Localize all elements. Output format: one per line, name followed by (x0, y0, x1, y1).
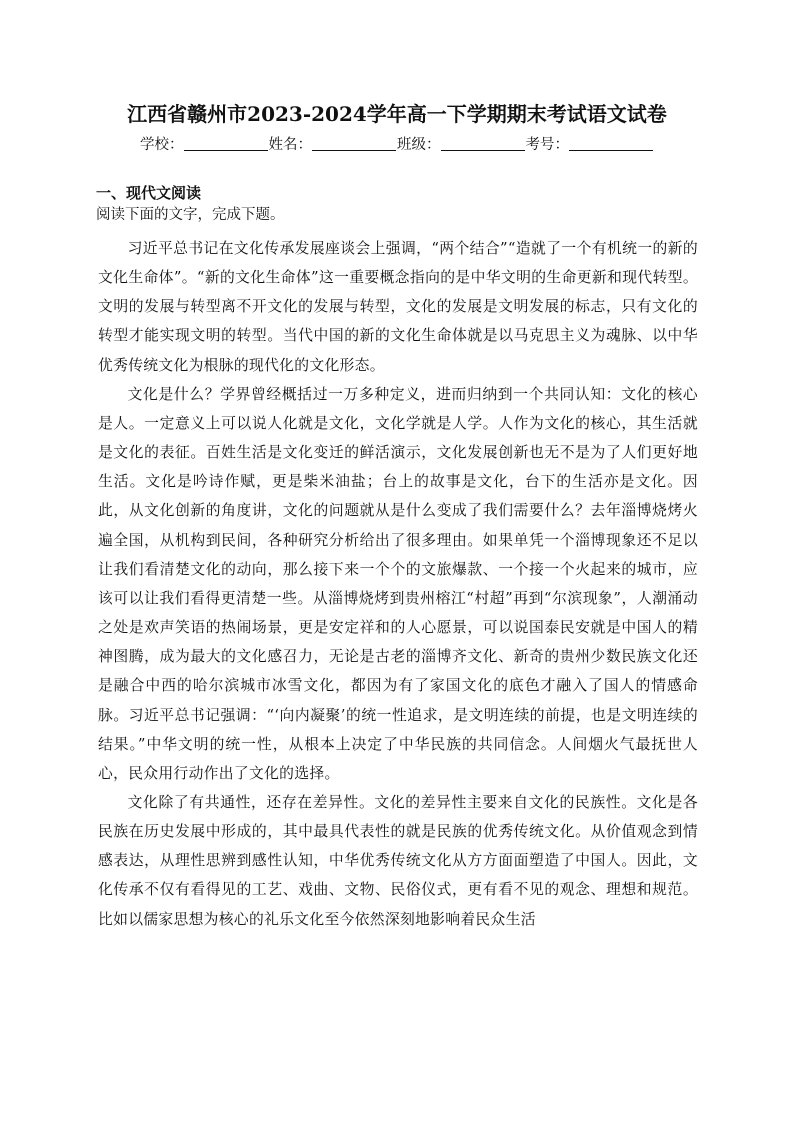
student-info-line (0, 134, 794, 156)
number-label: 考号： (525, 137, 569, 153)
number-blank[interactable] (569, 135, 653, 151)
school-blank[interactable] (184, 135, 268, 151)
class-blank[interactable] (441, 135, 525, 151)
name-blank[interactable] (312, 135, 396, 151)
reading-passage (98, 234, 698, 934)
passage-paragraph-2: 文化是什么？学界曾经概括过一万多种定义，进而归纳到一个共同认知：文化的核心是人。一定意义上可以说人化就是文化，文化学就是人学。人作为文化的核心，其生活就是文化的表征。百姓生活是文化变迁的鲜活演示，文化发展创新也无不是为了人们更好地生活。文化是吟诗作赋，更是柴米油盐；台上的故事是文化，台下的生活亦是文化。因此，从文化创新的角度讲，文化的问题就从是什么变成了我们需要什么？去年淄博烧烤火遍全国，从机构到民间，各种研究分析给出了很多理由。如果单凭一个淄博现象还不足以让我们看清楚文化的动向，那么接下来一个个的文旅爆款、一个接一个火起来的城市，应该可以让我们看得更清楚一些。从淄博烧烤到贵州榕江“村超”再到“尔滨现象”，人潮涌动之处是欢声笑语的热闹场景，更是安定祥和的人心愿景，可以说国泰民安就是中国人的精神图腾，成为最大的文化感召力，无论是古老的淄博齐文化、新奇的贵州少数民族文化还是融合中西的哈尔滨城市冰雪文化，都因为有了家国文化的底色才融入了国人的情感命脉。习近平总书记强调：“‘向内凝聚’的统一性追求，是文明连续的前提，也是文明连续的结果。”中华文明的统一性，从根本上决定了中华民族的共同信念。人间烟火气最抚世人心，民众用行动作出了文化的选择。 (98, 385, 698, 782)
reading-instruction: 阅读下面的文字，完成下题。 (96, 207, 285, 223)
passage-paragraph-3: 文化除了有共通性，还存在差异性。文化的差异性主要来自文化的民族性。文化是各民族在历史发展中形成的，其中最具代表性的就是民族的优秀传统文化。从价值观念到情感表达，从理性思辨到感性认知，中华优秀传统文化从方方面面塑造了中国人。因此，文化传承不仅有看得见的工艺、戏曲、文物、民俗仪式，更有看不见的观念、理想和规范。比如以儒家思想为核心的礼乐文化至今依然深刻地影响着民众生活 (98, 793, 698, 928)
class-label: 班级： (397, 137, 441, 153)
page-title: 江西省赣州市2023-2024学年高一下学期期末考试语文试卷 (127, 102, 667, 126)
section-heading: 一、现代文阅读 (96, 184, 202, 202)
school-label: 学校： (140, 137, 184, 153)
passage-paragraph-1: 习近平总书记在文化传承发展座谈会上强调，“两个结合”“造就了一个有机统一的新的文化生命体”。“新的文化生命体”这一重要概念指向的是中华文明的生命更新和现代转型。文明的发展与转型离不开文化的发展与转型，文化的发展是文明发展的标志，只有文化的转型才能实现文明的转型。当代中国的新的文化生命体就是以马克思主义为魂脉、以中华优秀传统文化为根脉的现代化的文化形态。 (98, 240, 698, 374)
name-label: 姓名： (268, 137, 312, 153)
